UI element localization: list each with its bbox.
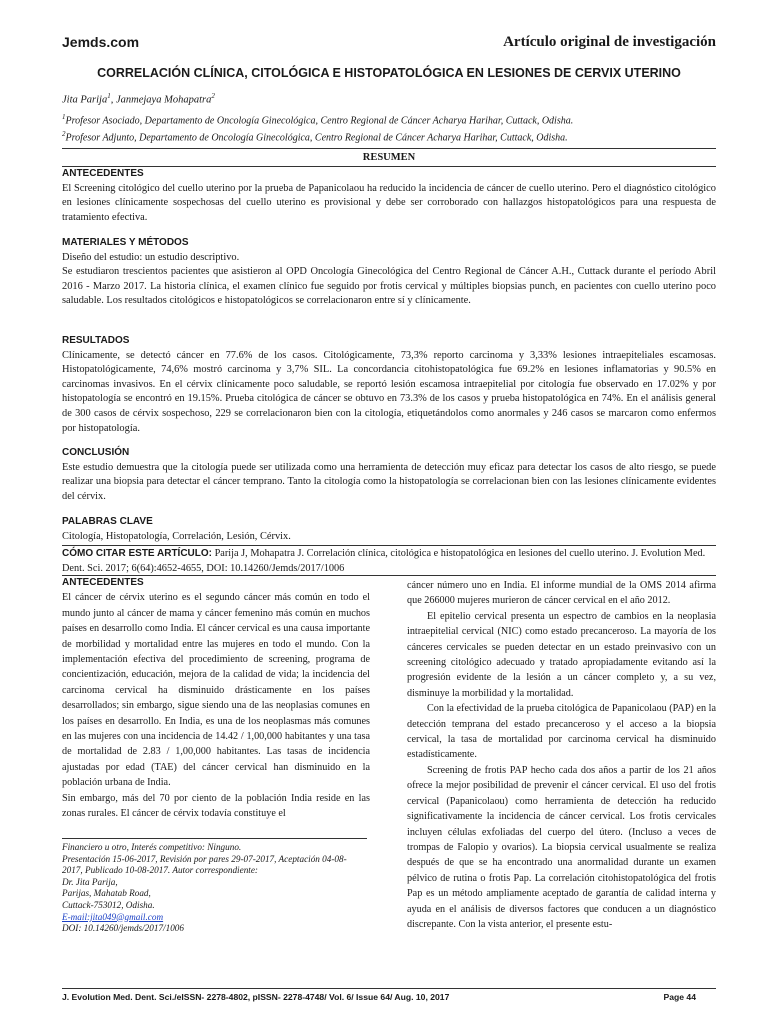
running-header: [62, 34, 716, 54]
article-type: Artículo original de investigación: [503, 34, 716, 50]
section-heading: MATERIALES Y MÉTODOS: [62, 237, 189, 248]
paragraph: Citología, Histopatología, Correlación, Lesión, Cérvix.: [62, 530, 291, 542]
footnote-line: Presentación 15-06-2017, Revisión por pares 29-07-2017, Aceptación 04-08-2017, Publicado 10-08-2017. Autor correspondiente:: [62, 853, 347, 876]
paragraph: El epitelio cervical presenta un espectro de cambios en la neoplasia intraepitelial cervical (NIC) como estado precanceroso. La mayoría de los cánceres cervicales se pueden detectar en un estado preinvasivo con un screening citológico adecuado y tratado apropiadamente evitando así la progresión evidente de la lesión a un cáncer completo y, a su vez, disminuye la morbilidad y la mortalidad.: [407, 610, 716, 699]
author-superscript: 2: [211, 92, 215, 100]
abstract-conclusion: [62, 446, 716, 504]
paragraph: Diseño del estudio: un estudio descriptivo.: [62, 251, 240, 263]
affiliation-superscript: 1: [62, 113, 66, 121]
section-heading: CONCLUSIÓN: [62, 447, 130, 458]
paragraph: El Screening citológico del cuello uterino por la prueba de Papanicolaou ha reducido la incidencia de cáncer de cuello uterino. Pero el diagnóstico citológico en lesiones clínicamente sospechosas del cuello uterino es provisional y debe ser corroborado con hallazgos histopatológicos para una respuesta de tratamiento efectiva.: [62, 182, 716, 223]
section-heading: PALABRAS CLAVE: [62, 516, 153, 527]
footnote-line: DOI: 10.14260/jemds/2017/1006: [62, 923, 184, 934]
page: [62, 0, 716, 1024]
paragraph: Este estudio demuestra que la citología puede ser utilizada como una herramienta de detección muy eficaz para detectar los casos de alto riesgo, se puede realizar una biopsia para detectar el cáncer temprano. Tanto la citología como la histopatología se correlacionan bien con las lesiones clínicamente evidentes del cérvix.: [62, 461, 716, 502]
paragraph: cáncer número uno en India. El informe mundial de la OMS 2014 afirma que 266000 mujeres murieron de cáncer cervical en el año 2012.: [407, 580, 716, 607]
section-heading: ANTECEDENTES: [62, 577, 144, 588]
paragraph: Clínicamente, se detectó cáncer en 77.6% de los casos. Citológicamente, 73,3% reporto carcinoma y 3,33% lesiones intraepiteliales escamosas. Histopatológicamente, 74,6% mostró carcinoma y 3,7% SIL. La concordancia citohistopatológica fue 69.2% en lesiones inflamatorias y 90.5% en carcinomas invasivos. En el cérvix clínicamente poco saludable, se reportó lesión escamosa intraepitelial por citología fue observado en 17.02% y por histopatología se encontró en 19.15%. Prueba citológica de cáncer se obtuvo en 73.3% de los casos y prueba histopatológica en 74%. En el análisis general de 300 casos de cérvix sospechoso, 229 se correlacionaron bien con la citología, etiquetándolos como anormales y 246 casos se marcaron como enfermos por histopatología.: [62, 349, 716, 434]
paragraph: El cáncer de cérvix uterino es el segundo cáncer más común en todo el mundo junto al cáncer de mama y cáncer femenino más común en muchos países en desarrollo como India. El cáncer cervical es una causa importante de morbilidad y mortalidad entre las mujeres en todo el mundo. Con la implementación efectiva del procedimiento de screening, programa de concientización, educación, mejora de la calidad de vida; la incidencia del carcinoma cervical ha disminuido drásticamente en los países desarrollados; sin embargo, sigue siendo una de las neoplasias comunes en los países en desarrollo. En India, es una de los neoplasmas más comunes en las mujeres con una incidencia de 14.42 / 1,00,000 habitantes y una tasa de mortalidad de 2.83 / 1,00,000 habitantes. Las tasas de incidencia ajustadas por edad (TAE) del cáncer cervical han disminuido en la población urbana de India.: [62, 592, 370, 789]
footnote-divider: [62, 838, 367, 839]
footnote-line: Dr. Jita Parija,: [62, 876, 118, 887]
affiliation-text: Profesor Adjunto, Departamento de Oncología Ginecológica, Centro Regional de Cáncer Acharya Harihar, Cuttack, Odisha.: [65, 132, 568, 144]
email-link[interactable]: E-mail:jita049@gmail.com: [62, 911, 164, 922]
affiliation: [62, 113, 573, 126]
paragraph: Con la efectividad de la prueba citológica de Papanicolaou (PAP) en la detección temprana del estado precanceroso y el acceso a la biopsia cervical, la tasa de mortalidad por carcinoma cervical ha disminuido estadísticamente.: [407, 703, 716, 761]
affiliation-text: Profesor Asociado, Departamento de Oncología Ginecológica, Centro Regional de Cáncer Acharya Harihar, Cuttack, Odisha.: [65, 115, 574, 127]
paragraph: Screening de frotis PAP hecho cada dos años a partir de los 21 años ofrece la mejor posibilidad de prevenir el cáncer cervical. El uso del frotis cervical (Papanicolaou) como herramienta de detección ha reducido significativamente la incidencia de cáncer cervical. Los frotis cervicales incluyen células exfoliadas del cuerpo del útero. (Incluso a veces de trompas de Falopio y ovarios). La biopsia cervical usualmente se realiza después de que se ha encontrado una anormalidad durante un examen pélvico de rutina o frotis Pap. La correlación citohistopatológica del frotis Pap es un método ampliamente aceptado de garantía de calidad interna y ayuda en el análisis de diversos factores que conducen a un diagnóstico discrepante. Con la vista anterior, el presente estu-: [407, 764, 716, 930]
page-footer: [62, 992, 716, 1002]
author-list: [62, 92, 215, 106]
author-name: Jita Parija: [62, 94, 108, 106]
author-superscript: 1: [107, 92, 111, 100]
abstract-methods: [62, 236, 716, 309]
citation-label: CÓMO CITAR ESTE ARTÍCULO:: [62, 548, 212, 559]
footnote-line: Cuttack-753012, Odisha.: [62, 899, 155, 910]
journal-site: Jemds.com: [62, 34, 140, 50]
body-column-left: [62, 575, 370, 822]
divider: [62, 148, 716, 149]
affiliation-superscript: 2: [62, 130, 66, 138]
citation-text: Parija J, Mohapatra J. Correlación clínica, citológica e histopatológica en lesiones del cuello uterino. J. Evolution Med. Dent. Sci. 2017; 6(64):4652-4655, DOI: 10.14260/Jemds/2017/1006: [62, 548, 706, 574]
divider: [62, 545, 716, 546]
page-number: Page 44: [663, 992, 696, 1002]
article-title: CORRELACIÓN CLÍNICA, CITOLÓGICA E HISTOPATOLÓGICA EN LESIONES DE CERVIX UTERINO: [97, 66, 681, 80]
author-separator: ,: [110, 94, 116, 106]
section-heading: ANTECEDENTES: [62, 168, 144, 179]
abstract-results: [62, 334, 716, 436]
footnote-line: Parijas, Mahatab Road,: [62, 888, 151, 899]
paragraph: Se estudiaron trescientos pacientes que asistieron al OPD Oncología Ginecológica del Centro Regional de Cáncer A.H., Cuttack durante el período Abril 2016 - Marzo 2017. La historia clínica, el examen clínico fue seguido por frotis cervical y múltiples biopsias punch, en pacientes con cuello uterino poco saludable. Los resultados citológicos e histopatológicos se correlacionaron entre sí y clínicamente.: [62, 266, 716, 307]
footer-citation: J. Evolution Med. Dent. Sci./eISSN- 2278-4802, pISSN- 2278-4748/ Vol. 6/ Issue 64/ Aug. 10, 2017: [62, 992, 450, 1002]
paragraph: Sin embargo, más del 70 por ciento de la población India reside en las zonas rurales. El cáncer de cérvix todavía constituye el: [62, 792, 370, 820]
footnote: [62, 842, 362, 935]
abstract-background: [62, 167, 716, 225]
footnote-line: Financiero u otro, Interés competitivo: Ninguno.: [62, 842, 242, 852]
section-heading: RESULTADOS: [62, 335, 130, 346]
abstract-heading: RESUMEN: [362, 152, 416, 163]
author-name: Janmejaya Mohapatra: [115, 94, 212, 106]
citation-block: [62, 547, 716, 576]
divider: [62, 988, 716, 989]
abstract-keywords: [62, 515, 716, 544]
affiliation: [62, 130, 568, 143]
body-column-right: [407, 578, 716, 932]
